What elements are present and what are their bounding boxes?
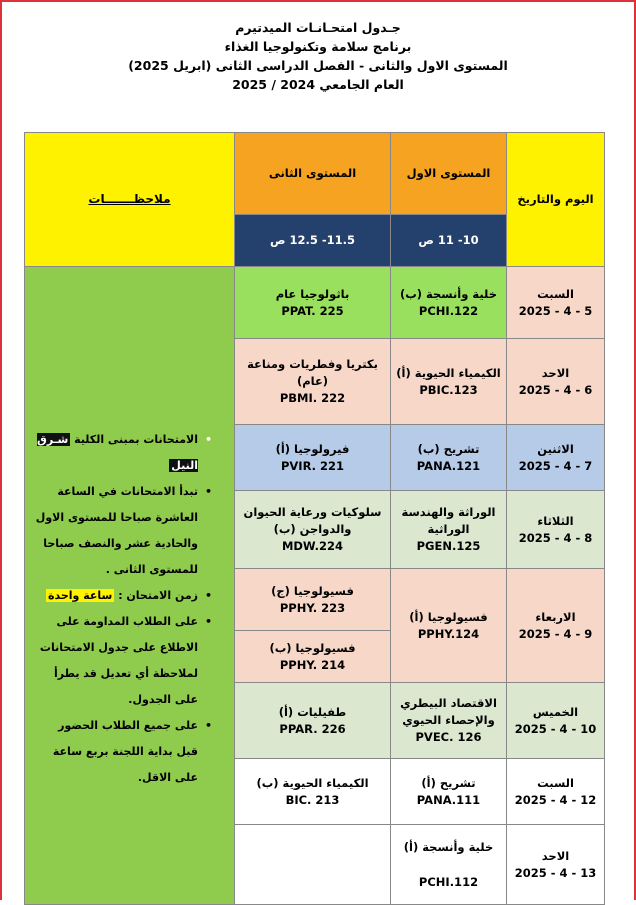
level2-exam: الكيمياء الحيوية (ب) BIC. 213 bbox=[235, 759, 391, 825]
level2-header: المستوى الثانى bbox=[235, 133, 391, 215]
day-cell: الاربعاء 9 - 4 - 2025 bbox=[507, 569, 605, 683]
day-cell: الاحد 6 - 4 - 2025 bbox=[507, 339, 605, 425]
level1-exam: تشريح (أ) PANA.111 bbox=[391, 759, 507, 825]
header-program: برنامج سلامة وتكنولوجيا الغذاء bbox=[224, 39, 412, 54]
note-location: • الامتحانات بمبنى الكلية شـرق النيل bbox=[33, 427, 212, 479]
level1-exam: الاقتصاد البيطري والإحصاء الحيوي PVEC. 126 bbox=[391, 683, 507, 759]
day-cell: الاحد 13 - 4 - 2025 bbox=[507, 825, 605, 905]
level1-exam: فسيولوجيا (أ) PPHY.124 bbox=[391, 569, 507, 683]
level2-exam: فسيولوجيا (ب) PPHY. 214 bbox=[235, 631, 391, 683]
note-arrival: • على جميع الطلاب الحضور قبل بداية اللجنة بربع ساعة على الاقل. bbox=[33, 713, 212, 791]
level1-exam: الكيمياء الحيوية (أ) PBIC.123 bbox=[391, 339, 507, 425]
header-academic-year: العام الجامعي 2024 / 2025 bbox=[232, 77, 404, 92]
exam-schedule-table bbox=[24, 132, 605, 905]
level2-exam: باثولوجيا عام PPAT. 225 bbox=[235, 267, 391, 339]
notes-panel bbox=[25, 267, 235, 905]
note-duration: • زمن الامتحان : ساعة واحدة bbox=[33, 583, 212, 609]
header-title: جـدول امتحـانـات الميدتيرم bbox=[235, 20, 401, 35]
day-cell: الثلاثاء 8 - 4 - 2025 bbox=[507, 491, 605, 569]
level1-exam: الوراثة والهندسة الوراثية PGEN.125 bbox=[391, 491, 507, 569]
level2-exam: فسيولوجيا (ج) PPHY. 223 bbox=[235, 569, 391, 631]
level1-exam: خلية وأنسجة (ب) PCHI.122 bbox=[391, 267, 507, 339]
note-check-schedule: • على الطلاب المداومة على الاطلاع على جدول الامتحانات لملاحظة أي تعديل قد يطرأ على الجدول. bbox=[33, 609, 212, 713]
level1-time: 10- 11 ص bbox=[391, 215, 507, 267]
level1-exam: تشريح (ب) PANA.121 bbox=[391, 425, 507, 491]
notes-header: ملاحظـــــــات bbox=[25, 133, 235, 267]
note-start-times: • تبدأ الامتحانات في الساعة العاشرة صباحا للمستوى الاول والحادية عشر والنصف صباحا للمستوى الثانى . bbox=[33, 479, 212, 583]
level1-header: المستوى الاول bbox=[391, 133, 507, 215]
day-date-header: اليوم والتاريخ bbox=[507, 133, 605, 267]
document-header bbox=[0, 18, 636, 94]
level2-exam: فيرولوجيا (أ) PVIR. 221 bbox=[235, 425, 391, 491]
day-cell: الخميس 10 - 4 - 2025 bbox=[507, 683, 605, 759]
day-cell: الاثنين 7 - 4 - 2025 bbox=[507, 425, 605, 491]
level2-exam bbox=[235, 825, 391, 905]
header-semester: المستوى الاول والثانى - الفصل الدراسى الثانى (ابريل 2025) bbox=[128, 58, 508, 73]
day-cell: السبت 12 - 4 - 2025 bbox=[507, 759, 605, 825]
level2-exam: بكتريا وفطريات ومناعة (عام) PBMI. 222 bbox=[235, 339, 391, 425]
level1-exam: خلية وأنسجة (أ) PCHI.112 bbox=[391, 825, 507, 905]
day-cell: السبت 5 - 4 - 2025 bbox=[507, 267, 605, 339]
level2-time: 11.5- 12.5 ص bbox=[235, 215, 391, 267]
level2-exam: طفيليات (أ) PPAR. 226 bbox=[235, 683, 391, 759]
level2-exam: سلوكيات ورعاية الحيوان والدواجن (ب) MDW.224 bbox=[235, 491, 391, 569]
